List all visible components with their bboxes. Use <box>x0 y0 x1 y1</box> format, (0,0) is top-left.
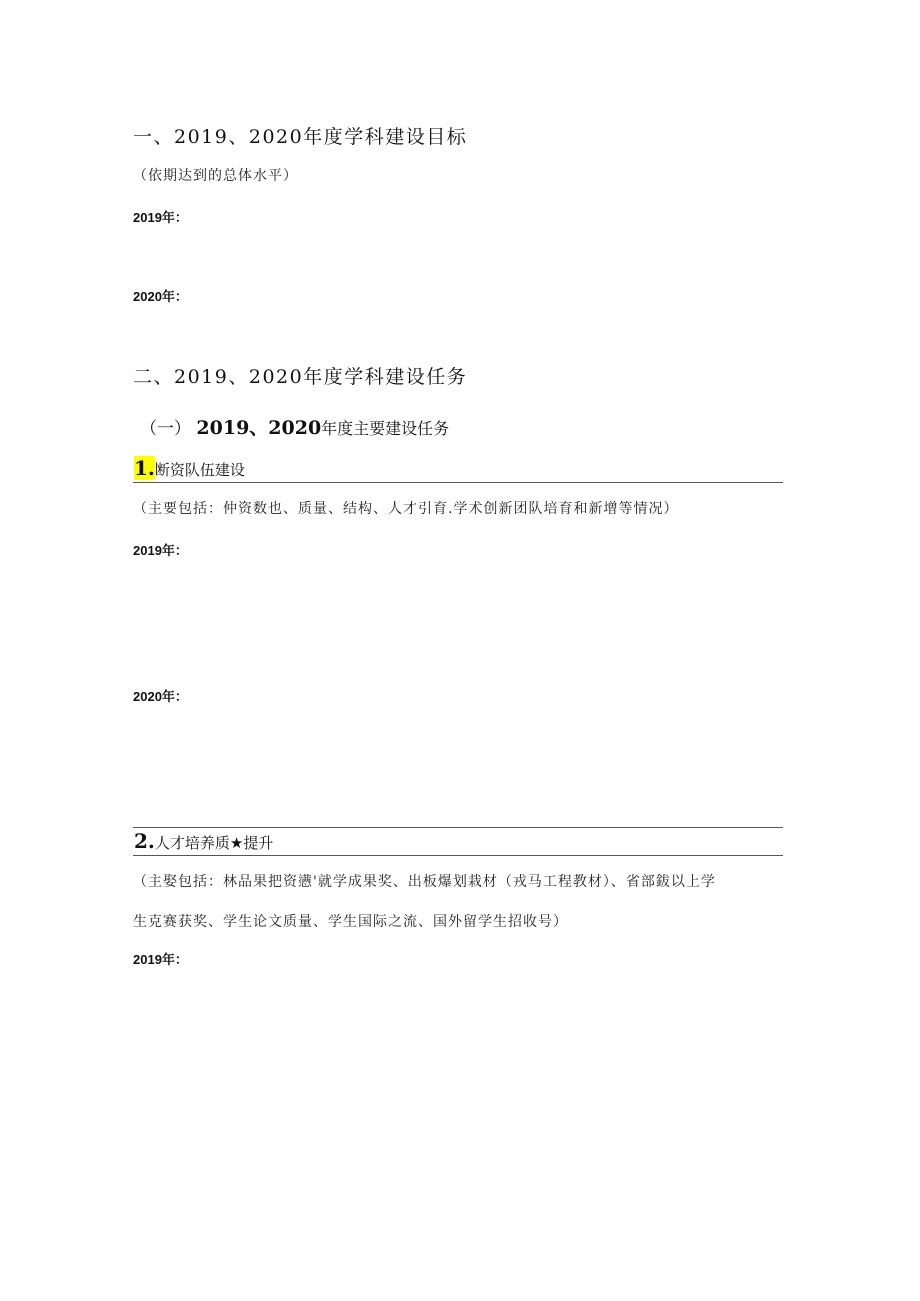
item1-year-2020: 2020年： <box>133 689 188 704</box>
subsection-heading <box>140 413 449 440</box>
item1-year-2019: 2019年： <box>133 543 188 558</box>
section2-heading: 二、2019、2020年度学科建设任务 <box>133 366 468 388</box>
item1-heading <box>134 456 245 480</box>
item2-note-line2: 生克赛获奖、学生论文质量、学生国际之流、国外留学生招收号） <box>133 914 568 930</box>
section1-year-2019: 2019年： <box>133 210 188 225</box>
item2-note-line1: （主娶包括：林品果把资懑'就学成果奖、出板爆划栽材（戎马工程教材）、省部鈸以上学 <box>133 874 716 890</box>
item2-overline <box>133 827 783 828</box>
item1-number: 1. <box>134 456 155 480</box>
subsection-prefix: （一） <box>140 419 191 439</box>
section1-heading: 一、2019、2020年度学科建设目标 <box>133 126 468 148</box>
item1-underline <box>133 482 783 483</box>
section1-note: （依期达到的总体水平） <box>133 168 298 184</box>
section1-year-2020: 2020年： <box>133 289 188 304</box>
item2-heading <box>134 829 273 853</box>
subsection-title: 年度主要建设任务 <box>321 419 450 438</box>
item2-title: 人才培养质★提升 <box>154 834 274 852</box>
item1-title: 断资队伍建设 <box>154 461 245 479</box>
item2-underline <box>133 855 783 856</box>
item2-year-2019: 2019年： <box>133 952 188 967</box>
subsection-years: 2019、2020 <box>196 417 322 439</box>
item1-note: （主要包括：仲资数也、质量、结构、人才引育.学术创新团队培育和新增等情况） <box>133 501 679 517</box>
item2-number: 2. <box>134 829 155 853</box>
